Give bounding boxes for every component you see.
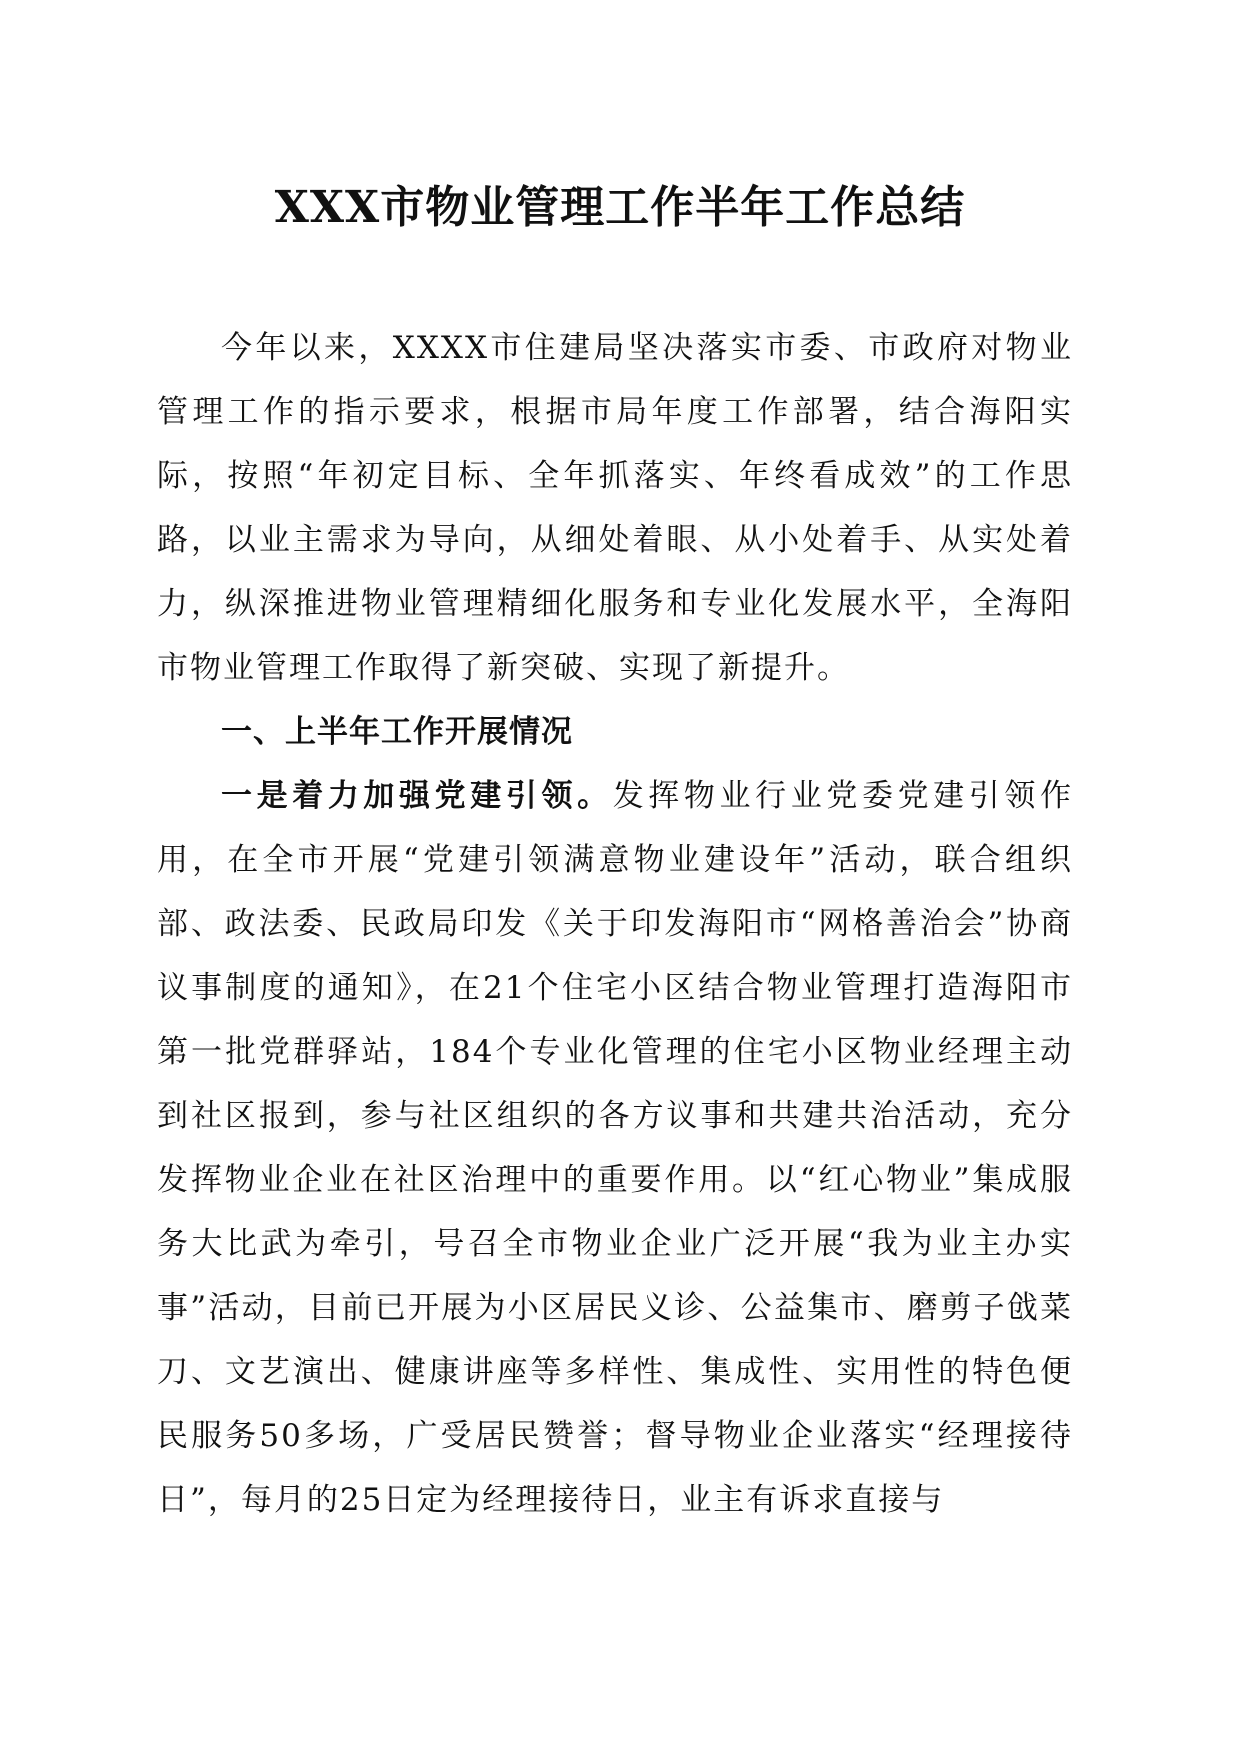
point-lead: 一是着力加强党建引领。 <box>221 778 613 814</box>
intro-paragraph: 今年以来，XXXX市住建局坚决落实市委、市政府对物业管理工作的指示要求，根据市局年度工作部署，结合海阳实际，按照“年初定目标、全年抓落实、年终看成效”的工作思路，以业主需求为导向，从细处着眼、从小处着手、从实处着力，纵深推进物业管理精细化服务和专业化发展水平，全海阳市物业管理工作取得了新突破、实现了新提升。 <box>157 330 1073 686</box>
section-heading: 一、上半年工作开展情况 <box>221 714 573 750</box>
point-paragraph <box>157 764 1073 1532</box>
document-body <box>157 316 1073 1532</box>
document-title: XXX市物业管理工作半年工作总结 <box>274 182 966 233</box>
point-body: 发挥物业行业党委党建引领作用，在全市开展“党建引领满意物业建设年”活动，联合组织部、政法委、民政局印发《关于印发海阳市“网格善治会”协商议事制度的通知》，在21个住宅小区结合物业管理打造海阳市第一批党群驿站，184个专业化管理的住宅小区物业经理主动到社区报到，参与社区组织的各方议事和共建共治活动，充分发挥物业企业在社区治理中的重要作用。以“红心物业”集成服务大比武为牵引，号召全市物业企业广泛开展“我为业主办实事”活动，目前已开展为小区居民义诊、公益集市、磨剪子戗菜刀、文艺演出、健康讲座等多样性、集成性、实用性的特色便民服务50多场，广受居民赞誉；督导物业企业落实“经理接待日”，每月的25日定为经理接待日，业主有诉求直接与 <box>157 778 1074 1518</box>
